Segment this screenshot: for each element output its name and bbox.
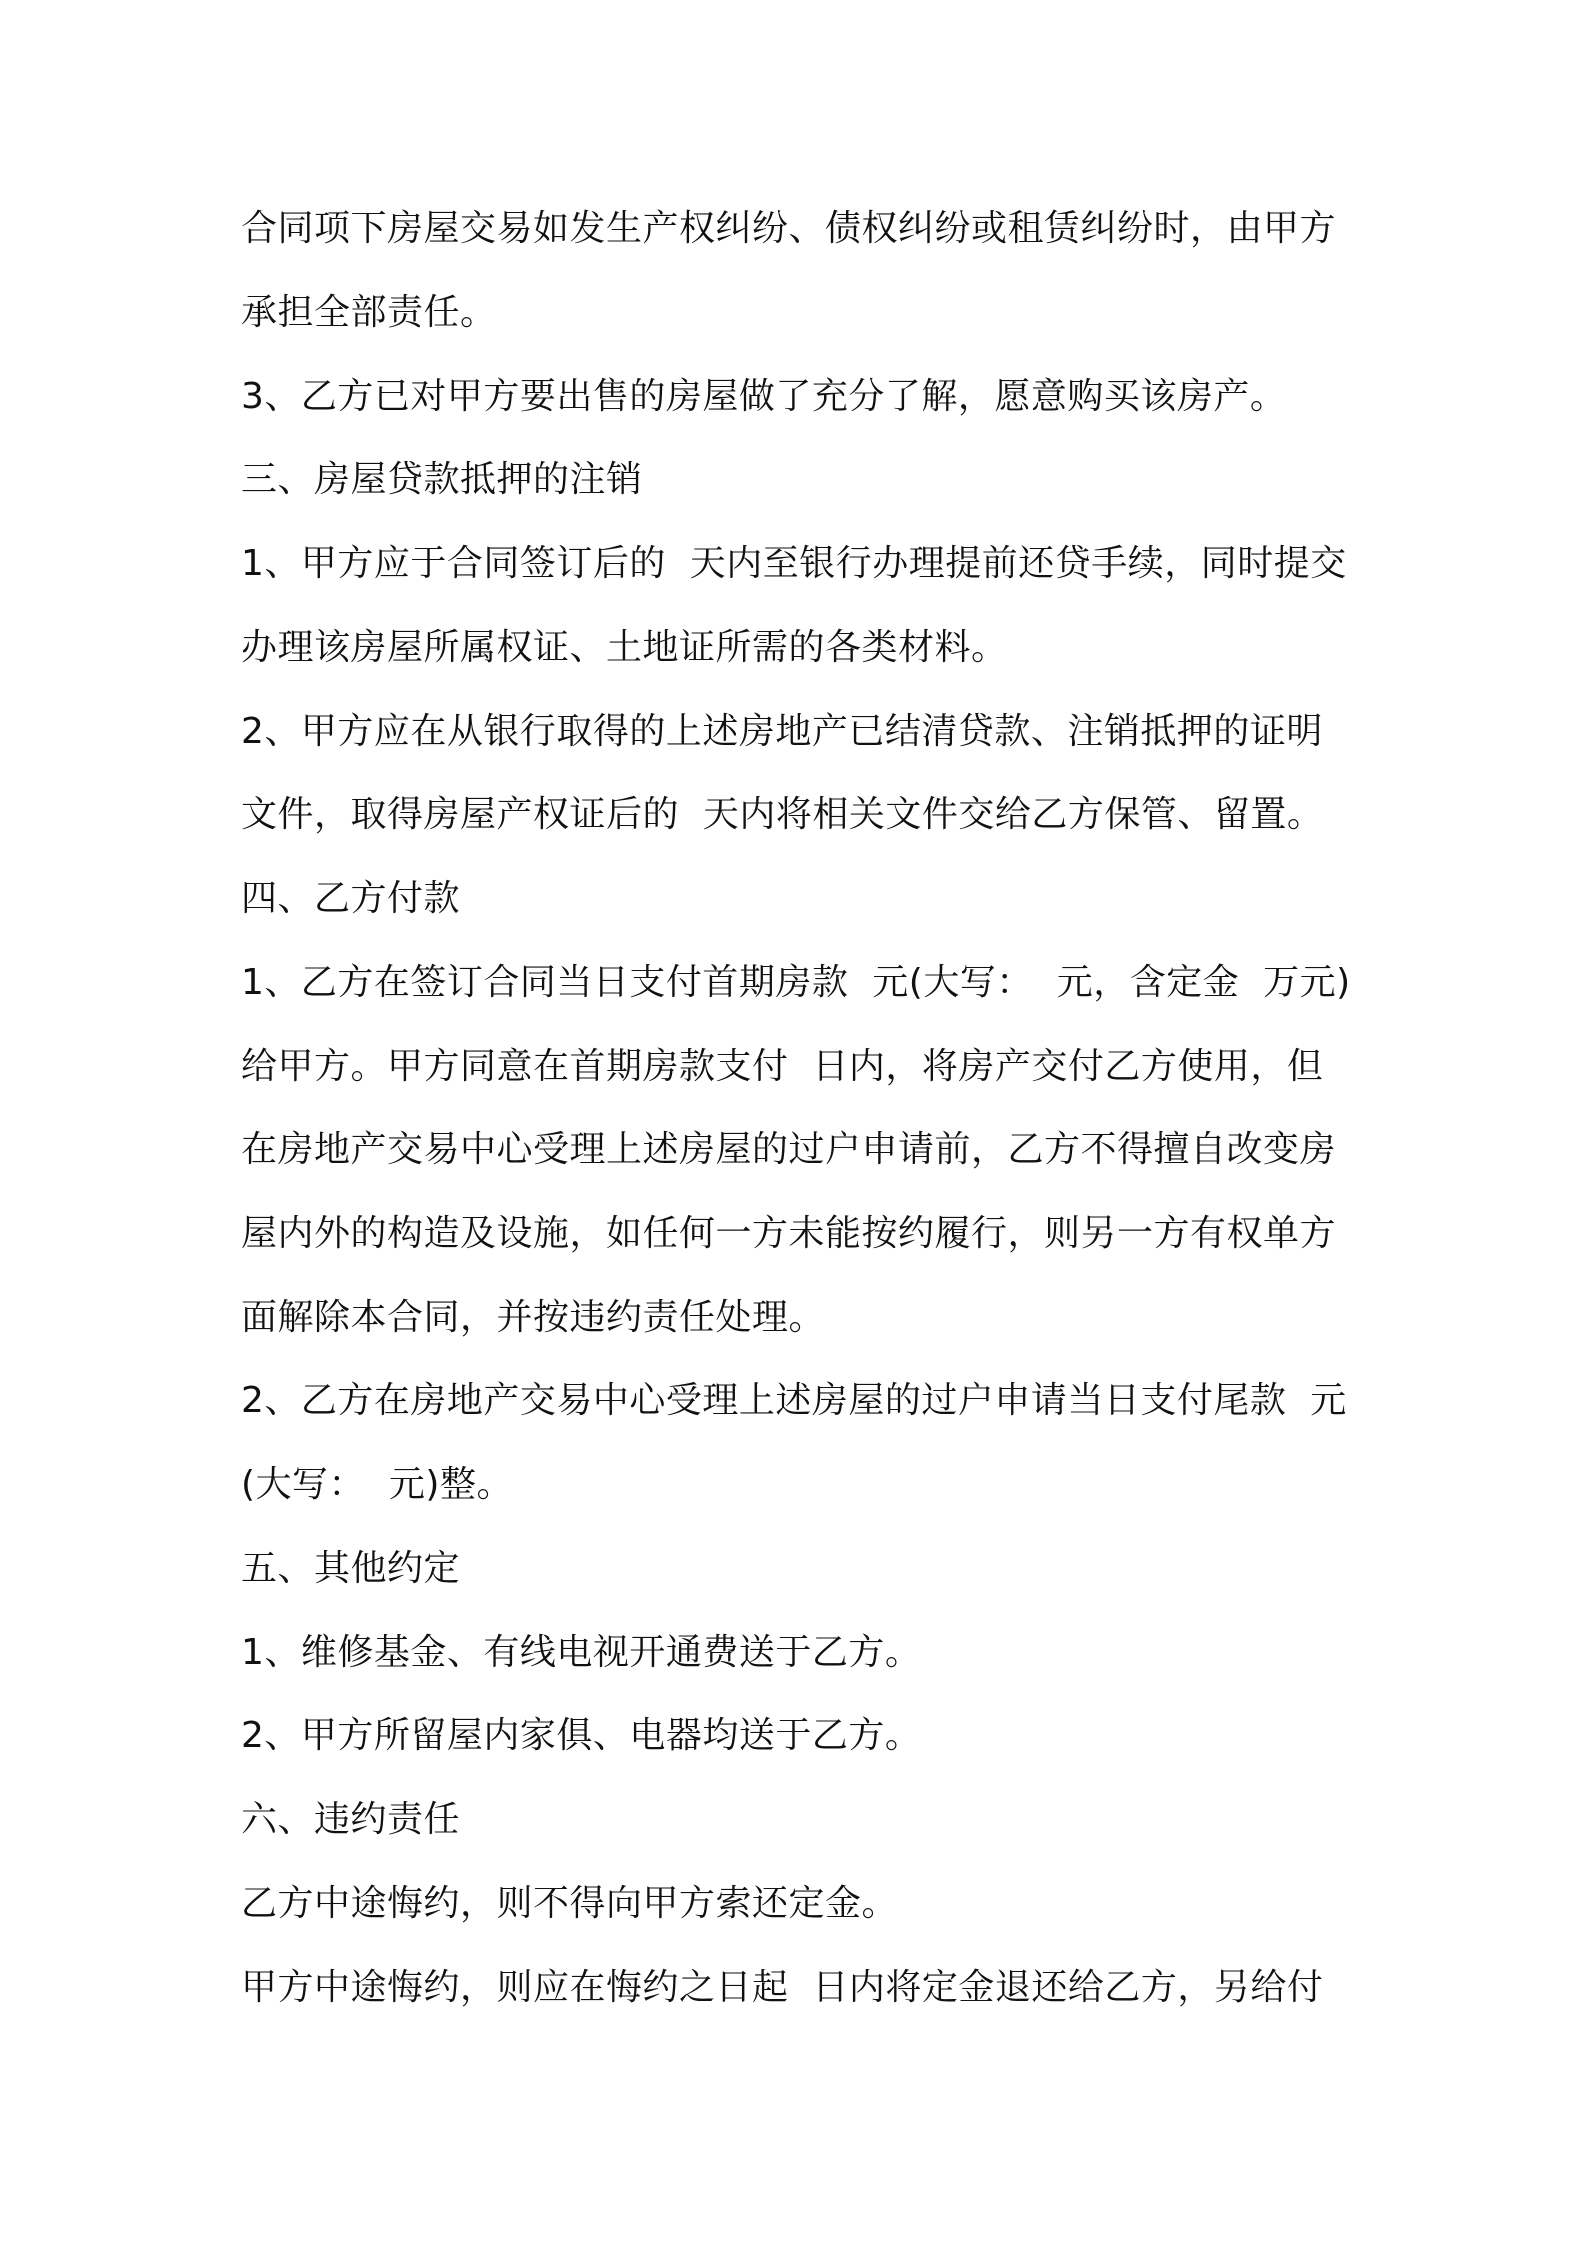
paragraph-line: 办理该房屋所属权证、土地证所需的各类材料。 bbox=[241, 627, 1008, 668]
paragraph-line: 甲方中途悔约，则应在悔约之日起 日内将定金退还给乙方，另给付 bbox=[241, 1967, 1324, 2008]
paragraph-line: 2、乙方在房地产交易中心受理上述房屋的过户申请当日支付尾款 元 bbox=[241, 1380, 1347, 1421]
paragraph-line: 给甲方。甲方同意在首期房款支付 日内，将房产交付乙方使用，但 bbox=[241, 1046, 1324, 1087]
paragraph-line: 乙方中途悔约，则不得向甲方索还定金。 bbox=[241, 1883, 899, 1924]
paragraph-line: 1、维修基金、有线电视开通费送于乙方。 bbox=[241, 1632, 922, 1673]
paragraph-line: (大写： 元)整。 bbox=[241, 1464, 513, 1505]
paragraph-line: 合同项下房屋交易如发生产权纠纷、债权纠纷或租赁纠纷时，由甲方 bbox=[241, 208, 1337, 249]
paragraph-line: 承担全部责任。 bbox=[241, 292, 497, 333]
section-heading: 三、房屋贷款抵押的注销 bbox=[241, 459, 643, 500]
paragraph-line: 面解除本合同，并按违约责任处理。 bbox=[241, 1297, 826, 1338]
paragraph-line: 2、甲方应在从银行取得的上述房地产已结清贷款、注销抵押的证明 bbox=[241, 711, 1323, 752]
section-heading: 五、其他约定 bbox=[241, 1548, 461, 1589]
section-heading: 四、乙方付款 bbox=[241, 878, 461, 919]
paragraph-line: 1、乙方在签订合同当日支付首期房款 元(大写： 元，含定金 万元) bbox=[241, 962, 1351, 1003]
paragraph-line: 屋内外的构造及设施，如任何一方未能按约履行，则另一方有权单方 bbox=[241, 1213, 1337, 1254]
paragraph-line: 1、甲方应于合同签订后的 天内至银行办理提前还贷手续，同时提交 bbox=[241, 543, 1347, 584]
paragraph-line: 在房地产交易中心受理上述房屋的过户申请前，乙方不得擅自改变房 bbox=[241, 1129, 1337, 1170]
section-heading: 六、违约责任 bbox=[241, 1799, 461, 1840]
paragraph-line: 3、乙方已对甲方要出售的房屋做了充分了解，愿意购买该房产。 bbox=[241, 376, 1287, 417]
paragraph-line: 文件，取得房屋产权证后的 天内将相关文件交给乙方保管、留置。 bbox=[241, 794, 1324, 835]
paragraph-line: 2、甲方所留屋内家俱、电器均送于乙方。 bbox=[241, 1715, 922, 1756]
